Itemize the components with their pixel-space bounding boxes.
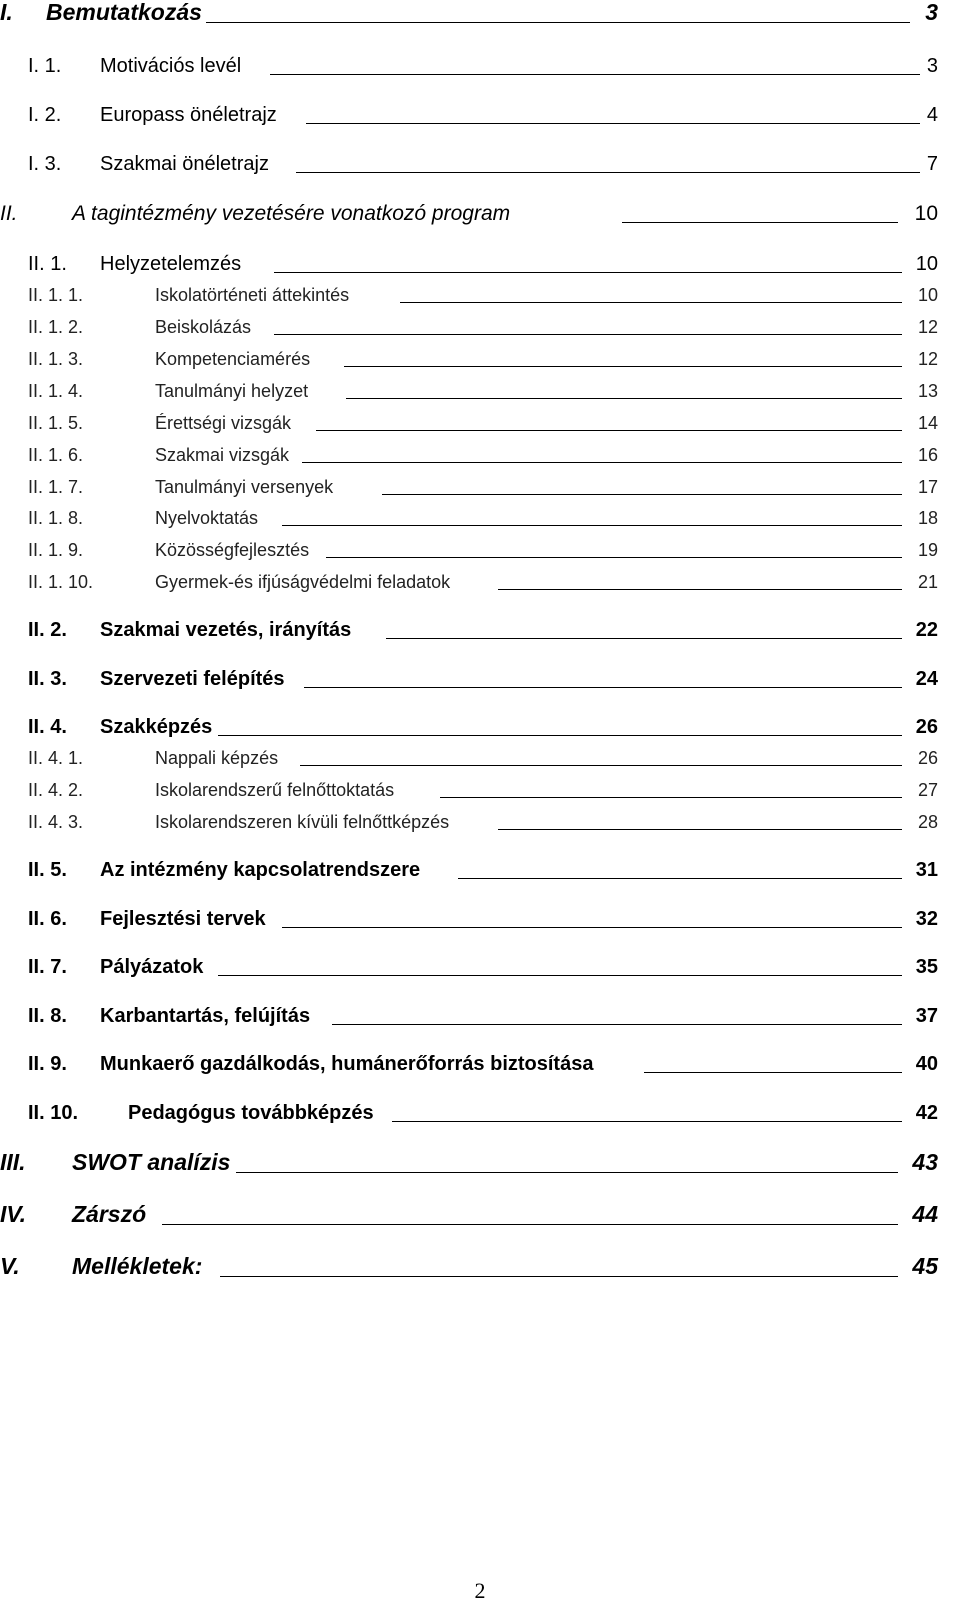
toc-entry-page: 12 xyxy=(917,317,938,337)
toc-entry-page: 40 xyxy=(915,1053,938,1075)
toc-entry-number: II. 1. 9. xyxy=(28,540,84,560)
toc-entry-title: SWOT analízis xyxy=(72,1149,231,1175)
toc-entry[interactable] xyxy=(0,476,960,498)
toc-entry-page: 22 xyxy=(915,619,938,641)
toc-entry-page: 35 xyxy=(915,956,938,978)
toc-entry-number: II. 1. 3. xyxy=(28,349,84,369)
toc-leader-line xyxy=(304,687,902,688)
toc-entry-title: Nyelvoktatás xyxy=(155,508,259,528)
toc-entry[interactable] xyxy=(0,571,960,593)
toc-leader-line xyxy=(274,334,902,335)
toc-entry-number: III. xyxy=(0,1149,26,1175)
toc-entry-page: 14 xyxy=(917,413,938,433)
toc-leader-line xyxy=(386,638,902,639)
toc-entry-page: 45 xyxy=(912,1253,938,1279)
toc-entry-page: 19 xyxy=(917,540,938,560)
toc-leader-line xyxy=(498,829,902,830)
toc-entry-page: 42 xyxy=(915,1102,938,1124)
page-number: 2 xyxy=(474,1578,486,1603)
toc-leader-line xyxy=(392,1121,902,1122)
toc-entry-title: Mellékletek: xyxy=(72,1253,203,1279)
toc-leader-line xyxy=(282,927,902,928)
toc-entry-number: II. 5. xyxy=(28,859,67,881)
toc-entry[interactable] xyxy=(0,1148,960,1176)
toc-entry[interactable] xyxy=(0,150,960,176)
toc-entry-page: 17 xyxy=(917,477,938,497)
toc-leader-line xyxy=(400,302,902,303)
toc-entry-title: Bemutatkozás xyxy=(46,0,202,25)
toc-entry-title: Iskolarendszerű felnőttoktatás xyxy=(155,780,395,800)
toc-entry-number: II. 2. xyxy=(28,619,67,641)
toc-entry[interactable] xyxy=(0,1200,960,1228)
toc-entry-number: II. 10. xyxy=(28,1102,79,1124)
toc-leader-line xyxy=(326,557,902,558)
toc-entry-title: Tanulmányi versenyek xyxy=(155,477,334,497)
toc-entry[interactable] xyxy=(0,52,960,78)
toc-leader-line xyxy=(300,765,902,766)
toc-leader-line xyxy=(220,1276,898,1277)
toc-entry-page: 10 xyxy=(917,285,938,305)
toc-entry-page: 44 xyxy=(912,1201,938,1227)
toc-entry-title: Szervezeti felépítés xyxy=(100,668,285,690)
toc-leader-line xyxy=(344,366,902,367)
toc-entry-title: Pályázatok xyxy=(100,956,204,978)
toc-leader-line xyxy=(458,878,902,879)
toc-entry-number: II. 1. 6. xyxy=(28,445,84,465)
toc-entry[interactable] xyxy=(0,348,960,370)
toc-entry-page: 16 xyxy=(917,445,938,465)
toc-entry[interactable] xyxy=(0,747,960,769)
toc-entry[interactable] xyxy=(0,412,960,434)
toc-entry[interactable] xyxy=(0,811,960,833)
toc-entry-page: 4 xyxy=(926,104,938,126)
toc-entry[interactable] xyxy=(0,905,960,931)
toc-entry-page: 28 xyxy=(917,812,938,832)
toc-entry-page: 43 xyxy=(912,1149,938,1175)
toc-entry-number: II. 6. xyxy=(28,908,67,930)
toc-entry-number: II. 4. xyxy=(28,716,67,738)
toc-entry-number: II. xyxy=(0,202,18,225)
toc-entry[interactable] xyxy=(0,1252,960,1280)
toc-entry-title: Gyermek-és ifjúságvédelmi feladatok xyxy=(155,572,451,592)
toc-entry-title: Az intézmény kapcsolatrendszere xyxy=(100,859,421,881)
toc-entry-title: Kompetenciamérés xyxy=(155,349,311,369)
toc-entry[interactable] xyxy=(0,200,960,226)
toc-entry-page: 31 xyxy=(915,859,938,881)
toc-entry-number: II. 4. 1. xyxy=(28,748,84,768)
toc-leader-line xyxy=(162,1224,898,1225)
toc-leader-line xyxy=(498,589,902,590)
toc-entry-number: I. 2. xyxy=(28,104,62,126)
toc-leader-line xyxy=(270,74,920,75)
toc-entry-title: Nappali képzés xyxy=(155,748,279,768)
toc-entry[interactable] xyxy=(0,856,960,882)
toc-entry-number: IV. xyxy=(0,1201,27,1227)
toc-entry-title: Érettségi vizsgák xyxy=(155,413,292,433)
toc-leader-line xyxy=(218,975,902,976)
toc-entry[interactable] xyxy=(0,713,960,739)
toc-entry-title: Pedagógus továbbképzés xyxy=(128,1102,374,1124)
toc-entry-number: V. xyxy=(0,1253,20,1279)
toc-entry[interactable] xyxy=(0,250,960,276)
toc-entry[interactable] xyxy=(0,1099,960,1125)
toc-entry-page: 24 xyxy=(915,668,938,690)
toc-entry-title: Iskolatörténeti áttekintés xyxy=(155,285,350,305)
toc-entry-number: II. 1. 8. xyxy=(28,508,84,528)
toc-leader-line xyxy=(274,272,902,273)
toc-entry-title: Beiskolázás xyxy=(155,317,252,337)
toc-entry-number: II. 8. xyxy=(28,1005,67,1027)
toc-leader-line xyxy=(332,1024,902,1025)
toc-entry-page: 13 xyxy=(917,381,938,401)
toc-entry-number: I. 3. xyxy=(28,153,62,175)
toc-entry-number: I. xyxy=(0,0,13,25)
toc-entry[interactable] xyxy=(0,284,960,306)
toc-entry-title: Motivációs levél xyxy=(100,55,242,77)
toc-entry[interactable] xyxy=(0,1002,960,1028)
toc-leader-line xyxy=(346,398,902,399)
toc-leader-line xyxy=(206,22,910,23)
toc-entry-number: II. 4. 3. xyxy=(28,812,84,832)
toc-entry[interactable] xyxy=(0,1050,960,1076)
toc-entry[interactable] xyxy=(0,616,960,642)
toc-leader-line xyxy=(236,1172,898,1173)
toc-entry-number: II. 1. 10. xyxy=(28,572,94,592)
toc-entry-title: Munkaerő gazdálkodás, humánerőforrás biztosítása xyxy=(100,1053,594,1075)
toc-entry-title: Karbantartás, felújítás xyxy=(100,1005,311,1027)
toc-entry-title: Fejlesztési tervek xyxy=(100,908,266,930)
toc-entry-page: 21 xyxy=(917,572,938,592)
toc-leader-line xyxy=(306,123,920,124)
toc-entry[interactable] xyxy=(0,380,960,402)
toc-entry-number: II. 7. xyxy=(28,956,67,978)
toc-entry-title: Szakmai önéletrajz xyxy=(100,153,269,175)
toc-entry-title: Iskolarendszeren kívüli felnőttképzés xyxy=(155,812,450,832)
toc-entry-page: 27 xyxy=(917,780,938,800)
toc-entry-title: A tagintézmény vezetésére vonatkozó program xyxy=(72,202,511,225)
toc-entry-number: II. 1. 1. xyxy=(28,285,84,305)
toc-entry-title: Szakmai vizsgák xyxy=(155,445,290,465)
toc-leader-line xyxy=(382,494,902,495)
toc-leader-line xyxy=(316,430,902,431)
toc-entry-number: II. 9. xyxy=(28,1053,67,1075)
toc-entry-title: Helyzetelemzés xyxy=(100,253,242,275)
toc-entry-page: 37 xyxy=(915,1005,938,1027)
toc-entry-page: 3 xyxy=(926,55,938,77)
toc-entry[interactable] xyxy=(0,101,960,127)
toc-entry-number: II. 1. 5. xyxy=(28,413,84,433)
toc-entry-number: II. 1. 7. xyxy=(28,477,84,497)
toc-entry-number: II. 4. 2. xyxy=(28,780,84,800)
toc-entry-number: II. 1. 4. xyxy=(28,381,84,401)
toc-entry-page: 10 xyxy=(914,202,938,225)
toc-entry[interactable] xyxy=(0,444,960,466)
toc-entry-page: 18 xyxy=(917,508,938,528)
toc-leader-line xyxy=(296,172,920,173)
toc-entry[interactable] xyxy=(0,507,960,529)
toc-entry-title: Közösségfejlesztés xyxy=(155,540,310,560)
toc-entry[interactable] xyxy=(0,665,960,691)
toc-entry-title: Europass önéletrajz xyxy=(100,104,277,126)
toc-entry[interactable] xyxy=(0,539,960,561)
toc-entry-title: Zárszó xyxy=(72,1201,147,1227)
toc-entry-page: 12 xyxy=(917,349,938,369)
toc-entry-title: Szakmai vezetés, irányítás xyxy=(100,619,352,641)
toc-entry[interactable] xyxy=(0,779,960,801)
toc-leader-line xyxy=(302,462,902,463)
toc-entry[interactable] xyxy=(0,316,960,338)
toc-entry-page: 26 xyxy=(915,716,938,738)
toc-entry-number: I. 1. xyxy=(28,55,62,77)
toc-leader-line xyxy=(644,1072,902,1073)
toc-entry-title: Tanulmányi helyzet xyxy=(155,381,309,401)
toc-leader-line xyxy=(218,735,902,736)
toc-entry-page: 3 xyxy=(925,0,938,25)
toc-entry-title: Szakképzés xyxy=(100,716,213,738)
toc-leader-line xyxy=(440,797,902,798)
toc-entry[interactable] xyxy=(0,0,960,26)
toc-entry-number: II. 1. 2. xyxy=(28,317,84,337)
toc-entry-page: 7 xyxy=(926,153,938,175)
toc-entry-page: 26 xyxy=(917,748,938,768)
toc-leader-line xyxy=(282,525,902,526)
toc-entry-number: II. 3. xyxy=(28,668,67,690)
toc-entry-page: 10 xyxy=(915,253,938,275)
toc-leader-line xyxy=(622,222,898,223)
toc-entry[interactable] xyxy=(0,953,960,979)
toc-entry-page: 32 xyxy=(915,908,938,930)
toc-entry-number: II. 1. xyxy=(28,253,67,275)
